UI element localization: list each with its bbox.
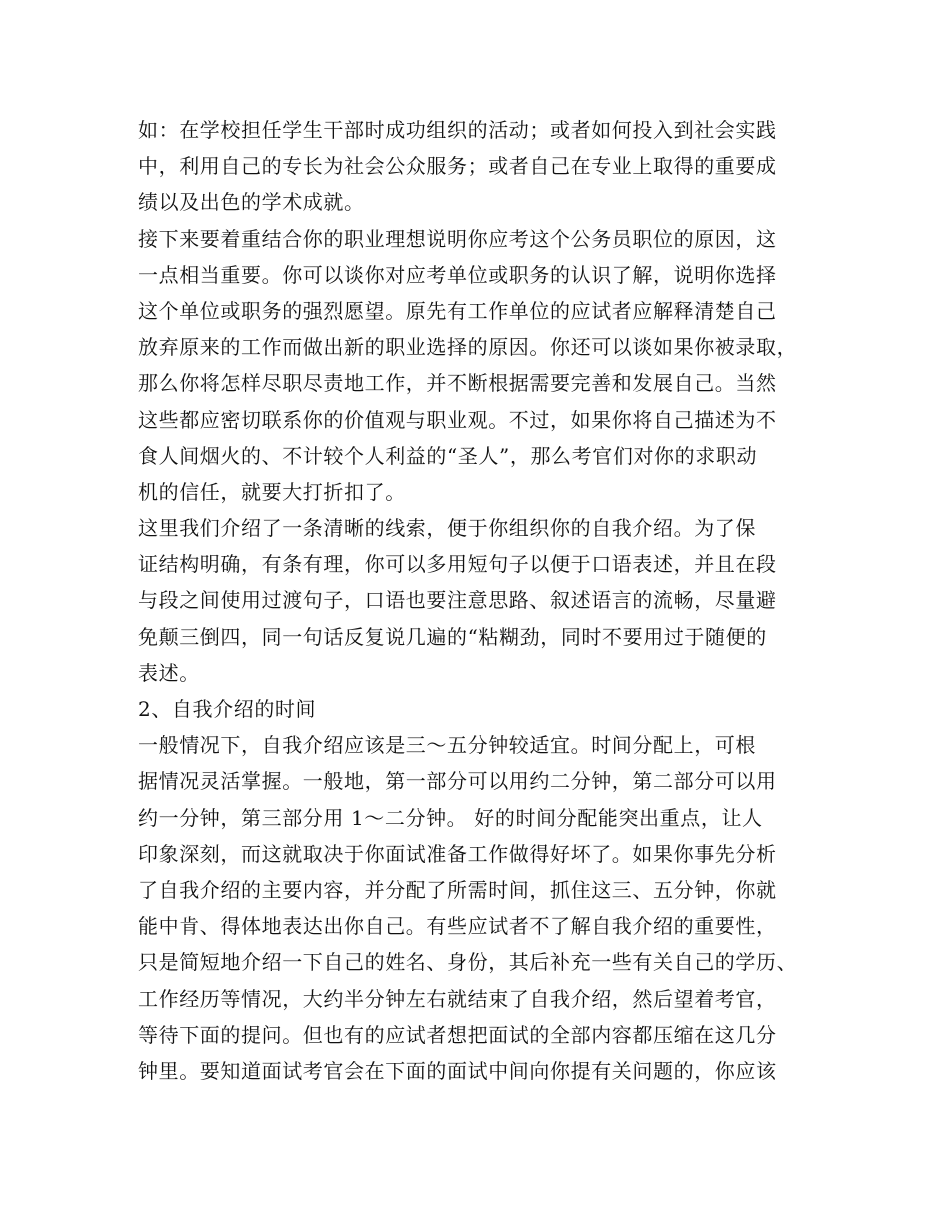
text-line: 免颠三倒四，同一句话反复说几遍的“粘糊劲，同时不要用过于随便的 (138, 624, 767, 649)
text-line: 机的信任，就要大打折扣了。 (138, 479, 406, 504)
text-line: 绩以及出色的学术成就。 (138, 190, 365, 215)
text-line: 中，利用自己的专长为社会公众服务；或者自己在专业上取得的重要成 (138, 154, 777, 179)
text-line: 工作经历等情况，大约半分钟左右就结束了自我介绍，然后望着考官， (138, 986, 777, 1011)
text-line: 表述。 (138, 660, 200, 685)
text-line: 证结构明确，有条有理，你可以多用短句子以便于口语表述，并且在段 (138, 552, 777, 577)
text-line: 一点相当重要。你可以谈你对应考单位或职务的认识了解，说明你选择 (138, 262, 777, 287)
text-line: 食人间烟火的、不计较个人利益的“圣人”，那么考官们对你的求职动 (138, 443, 758, 468)
text-line: 这里我们介绍了一条清晰的线索，便于你组织你的自我介绍。为了保 (138, 516, 756, 541)
text-line: 这个单位或职务的强烈愿望。原先有工作单位的应试者应解释清楚自己 (138, 298, 777, 323)
text-line: 那么你将怎样尽职尽责地工作，并不断根据需要完善和发展自己。当然 (138, 371, 777, 396)
text-line: 约一分钟，第三部分用 1～二分钟。 好的时间分配能突出重点，让人 (138, 805, 763, 830)
text-line: 与段之间使用过渡句子，口语也要注意思路、叙述语言的流畅，尽量避 (138, 588, 777, 613)
text-line: 一般情况下，自我介绍应该是三～五分钟较适宜。时间分配上，可根 (138, 733, 756, 758)
text-line: 接下来要着重结合你的职业理想说明你应考这个公务员职位的原因，这 (138, 226, 777, 251)
text-line: 能中肯、得体地表达出你自己。有些应试者不了解自我介绍的重要性， (138, 914, 777, 939)
text-line: 据情况灵活掌握。一般地，第一部分可以用约二分钟，第二部分可以用 (138, 769, 777, 794)
text-line: 了自我介绍的主要内容，并分配了所需时间，抓住这三、五分钟，你就 (138, 877, 777, 902)
text-line: 等待下面的提问。但也有的应试者想把面试的全部内容都压缩在这几分 (138, 1022, 777, 1047)
text-line: 只是简短地介绍一下自己的姓名、身份，其后补充一些有关自己的学历、 (138, 950, 798, 975)
text-line: 这些都应密切联系你的价值观与职业观。不过，如果你将自己描述为不 (138, 407, 777, 432)
text-line: 放弃原来的工作而做出新的职业选择的原因。你还可以谈如果你被录取， (138, 335, 798, 360)
document-body (138, 112, 818, 1089)
section-heading: 2、自我介绍的时间 (138, 697, 317, 721)
text-line: 如：在学校担任学生干部时成功组织的活动；或者如何投入到社会实践 (138, 118, 777, 142)
text-line: 印象深刻，而这就取决于你面试准备工作做得好坏了。如果你事先分析 (138, 841, 777, 866)
text-line: 钟里。要知道面试考官会在下面的面试中间向你提有关问题的，你应该 (138, 1058, 777, 1083)
